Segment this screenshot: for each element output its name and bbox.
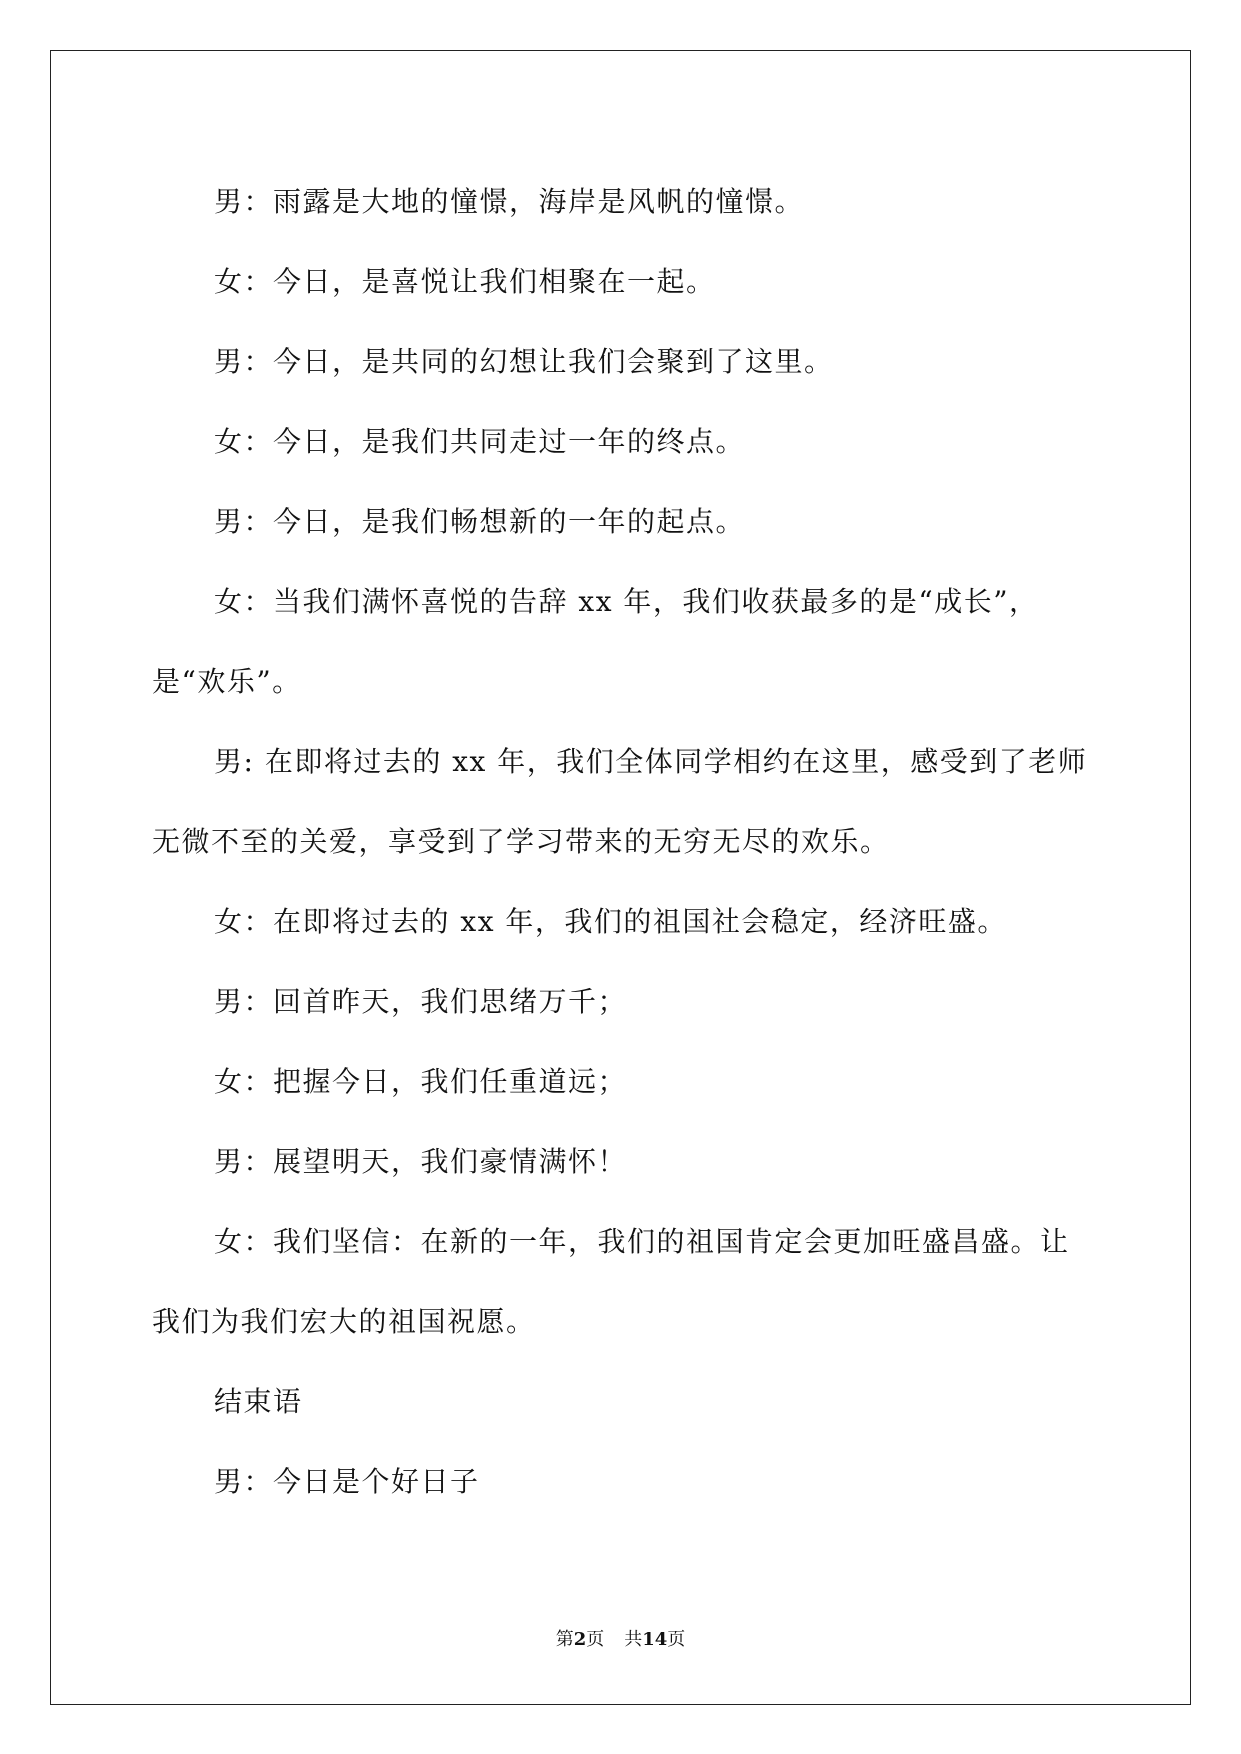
paragraph: 男：展望明天，我们豪情满怀！ (214, 1145, 628, 1178)
page-prefix: 第 (555, 1629, 574, 1650)
paragraph: 女：当我们满怀喜悦的告辞 xx 年，我们收获最多的是“成长”，是“欢乐”。 (152, 585, 1039, 698)
page-suffix: 页 (586, 1629, 605, 1650)
paragraph: 男：回首昨天，我们思绪万千； (214, 985, 628, 1018)
document-body (152, 162, 1092, 1522)
paragraph: 男：雨露是大地的憧憬，海岸是风帆的憧憬。 (214, 185, 805, 218)
paragraph: 男：今日是个好日子 (214, 1465, 480, 1498)
section-heading: 结束语 (214, 1385, 303, 1418)
paragraph: 男：今日，是共同的幻想让我们会聚到了这里。 (214, 345, 834, 378)
total-suffix: 页 (667, 1629, 686, 1650)
paragraph: 女：今日，是我们共同走过一年的终点。 (214, 425, 746, 458)
paragraph: 女：在即将过去的 xx 年，我们的祖国社会稳定，经济旺盛。 (214, 905, 1007, 938)
paragraph: 男: 在即将过去的 xx 年，我们全体同学相约在这里，感受到了老师无微不至的关爱，享受到了学习带来的无穷无尽的欢乐。 (152, 745, 1088, 858)
total-prefix: 共 (624, 1629, 643, 1650)
paragraph: 女：我们坚信：在新的一年，我们的祖国肯定会更加旺盛昌盛。让我们为我们宏大的祖国祝愿。 (152, 1225, 1070, 1338)
paragraph: 女：今日，是喜悦让我们相聚在一起。 (214, 265, 716, 298)
paragraph: 男：今日，是我们畅想新的一年的起点。 (214, 505, 746, 538)
page-number: 2 (573, 1629, 587, 1650)
total-pages: 14 (642, 1629, 668, 1650)
paragraph: 女：把握今日，我们任重道远； (214, 1065, 628, 1098)
page-footer (0, 1629, 1241, 1651)
